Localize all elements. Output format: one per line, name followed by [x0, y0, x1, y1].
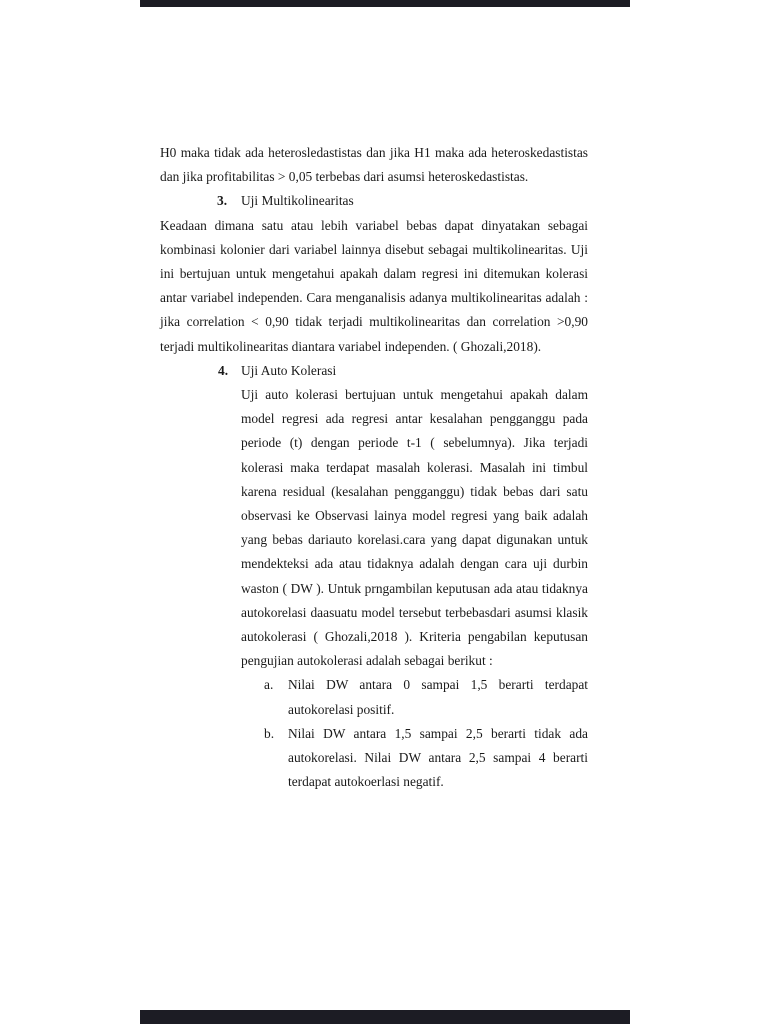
section-4-heading [160, 359, 588, 383]
list-item [264, 673, 588, 721]
section-4-body [241, 383, 588, 673]
section-4-title: Uji Auto Kolerasi [241, 362, 337, 378]
list-item [264, 722, 588, 795]
section-3-number: 3. [217, 193, 228, 209]
list-item-text: Nilai DW antara 0 sampai 1,5 berarti terdapat autokorelasi positif. [288, 677, 588, 717]
top-screen-bar [140, 0, 630, 7]
list-item-marker: b. [264, 725, 275, 741]
criteria-list [264, 673, 588, 794]
list-item-marker: a. [264, 677, 274, 693]
section-3-title: Uji Multikolinearitas [241, 193, 354, 209]
section-4-paragraph: Uji auto kolerasi bertujuan untuk mengetahui apakah dalam model regresi ada regresi antar kesalahan pengganggu pada periode (t) dengan periode t-1 ( sebelumnya). Jika terjadi kolerasi maka terdapat masalah kolerasi. Masalah ini timbul karena residual (kesalahan pengganggu) tidak bebas dari satu observasi ke Observasi lainya model regresi yang baik adalah yang bebas dariauto korelasi.cara yang dapat digunakan untuk mendekteksi ada atau tidaknya adalah dengan cara uji durbin waston ( DW ). Untuk prngambilan keputusan ada atau tidaknya autokorelasi daasuatu model tersebut terbebasdari asumsi klasik autokolerasi ( Ghozali,2018 ). Kriteria pengabilan keputusan pengujian autokolerasi adalah sebagai berikut : [241, 387, 588, 669]
bottom-screen-bar [140, 1010, 630, 1024]
section-4-number: 4. [218, 362, 229, 378]
intro-paragraph: H0 maka tidak ada heterosledastistas dan jika H1 maka ada heteroskedastistas dan jika profitabilitas > 0,05 terbebas dari asumsi heteroskedastistas. [160, 145, 588, 185]
section-3-paragraph: Keadaan dimana satu atau lebih variabel bebas dapat dinyatakan sebagai kombinasi kolonier dari variabel lainnya disebut sebagai multikolinearitas. Uji ini bertujuan untuk mengetahui apakah dalam regresi ini ditemukan kolerasi antar variabel independen. Cara menganalisis adanya multikolinearitas adalah : jika correlation < 0,90 tidak terjadi multikolinearitas dan correlation >0,90 terjadi multikolinearitas diantara variabel independen. ( Ghozali,2018). [160, 217, 588, 354]
document-page [160, 141, 588, 794]
section-3-heading [160, 189, 588, 213]
list-item-text: Nilai DW antara 1,5 sampai 2,5 berarti tidak ada autokorelasi. Nilai DW antara 2,5 sampai 4 berarti terdapat autokoerlasi negatif. [288, 725, 588, 790]
